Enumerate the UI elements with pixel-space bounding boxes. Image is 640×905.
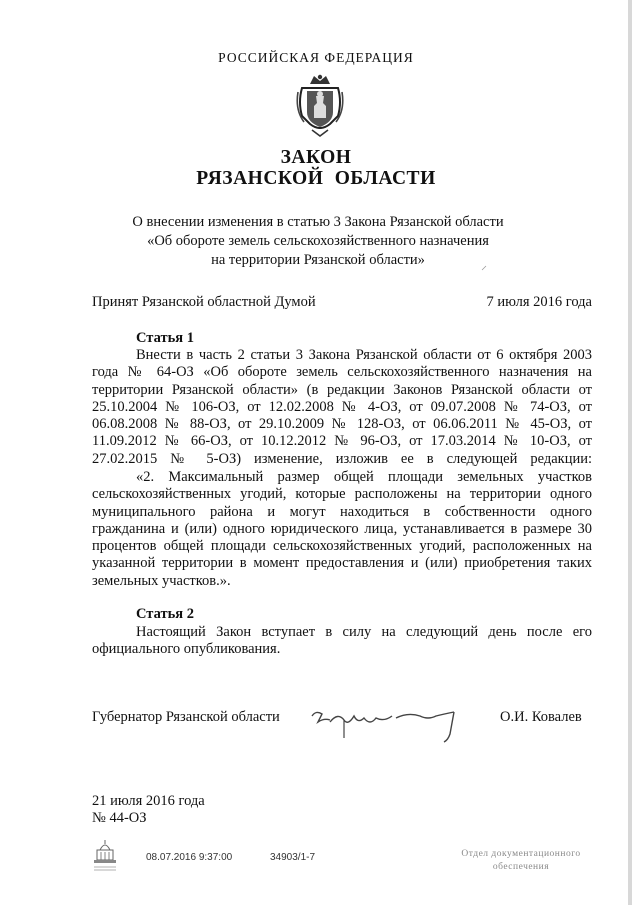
quote-line: земельных участков.». [92, 572, 231, 589]
paragraph-line: 25.10.2004 № 106-ОЗ, от 12.02.2008 № 4-ОЗ, от 09.07.2008 № 74-ОЗ, от [92, 398, 592, 415]
paragraph-line: официального опубликования. [92, 641, 281, 658]
governor-position: Губернатор Рязанской области [92, 709, 280, 725]
duma-building-logo-icon [92, 838, 118, 874]
enactment-date: 21 июля 2016 года [92, 793, 205, 809]
paragraph-line: территории Рязанской области» (в редакции Законов Рязанской области от [92, 381, 592, 398]
scan-edge [628, 0, 632, 905]
stamp-line: Отдел документационного [461, 849, 581, 859]
department-stamp [446, 848, 596, 874]
paragraph-line: года № 64-ОЗ «Об обороте земель сельскохозяйственного назначения на [92, 364, 592, 381]
quote-line: гражданина и (или) одного юридического лица, устанавливается в размере 30 [92, 520, 592, 537]
stamp-line: обеспечения [492, 862, 550, 872]
adopted-by: Принят Рязанской областной Думой [92, 294, 316, 310]
law-number: № 44-ОЗ [92, 810, 147, 826]
quote-line: муниципального района и могут находиться в собственности одного [92, 503, 592, 520]
subject-line: на территории Рязанской области» [211, 252, 425, 268]
paragraph-line: 27.02.2015 № 5-ОЗ) изменение, изложив ее в следующей редакции: [92, 450, 592, 467]
article-1-text [92, 347, 592, 468]
article-1-heading: Статья 1 [136, 330, 194, 346]
footer-timestamp: 08.07.2016 9:37:00 [146, 852, 233, 863]
paragraph-line: 11.09.2012 № 66-ОЗ, от 10.12.2012 № 96-ОЗ, от 17.03.2014 № 10-ОЗ, от [92, 433, 592, 450]
federation-header: РОССИЙСКАЯ ФЕДЕРАЦИЯ [218, 50, 414, 65]
adopted-date: 7 июля 2016 года [486, 294, 592, 310]
footer-doc-code: 34903/1-7 [270, 852, 316, 863]
quote-line: указанной территории в момент предоставления и (или) приобретения таких [92, 555, 592, 572]
handwritten-signature-icon [304, 704, 474, 744]
subject-line: О внесении изменения в статью 3 Закона Рязанской области [132, 214, 504, 230]
quote-line: «2. Максимальный размер общей площади земельных участков [136, 469, 592, 485]
quote-line: процентов общей площади сельскохозяйственных угодий, расположенных на [92, 538, 592, 555]
law-region-title: РЯЗАНСКОЙ ОБЛАСТИ [196, 168, 436, 189]
quote-line: сельскохозяйственных угодий, которые расположены на территории одного [92, 486, 592, 503]
law-title: ЗАКОН [280, 147, 352, 168]
article-2-text [92, 624, 592, 659]
paragraph-line: 06.08.2008 № 88-ОЗ, от 29.10.2009 № 128-ОЗ, от 06.06.2011 № 45-ОЗ, от [92, 416, 592, 433]
article-1-quote [92, 469, 592, 590]
subject-line: «Об обороте земель сельскохозяйственного назначения [147, 233, 489, 249]
ryazan-coat-of-arms-icon [296, 72, 344, 138]
stray-mark-icon [481, 258, 487, 264]
law-subject [110, 213, 526, 270]
governor-name: О.И. Ковалев [500, 709, 582, 725]
paragraph-line: Внести в часть 2 статьи 3 Закона Рязанской области от 6 октября 2003 [136, 347, 592, 363]
paragraph-line: Настоящий Закон вступает в силу на следующий день после его [136, 624, 592, 640]
article-2-heading: Статья 2 [136, 606, 194, 622]
